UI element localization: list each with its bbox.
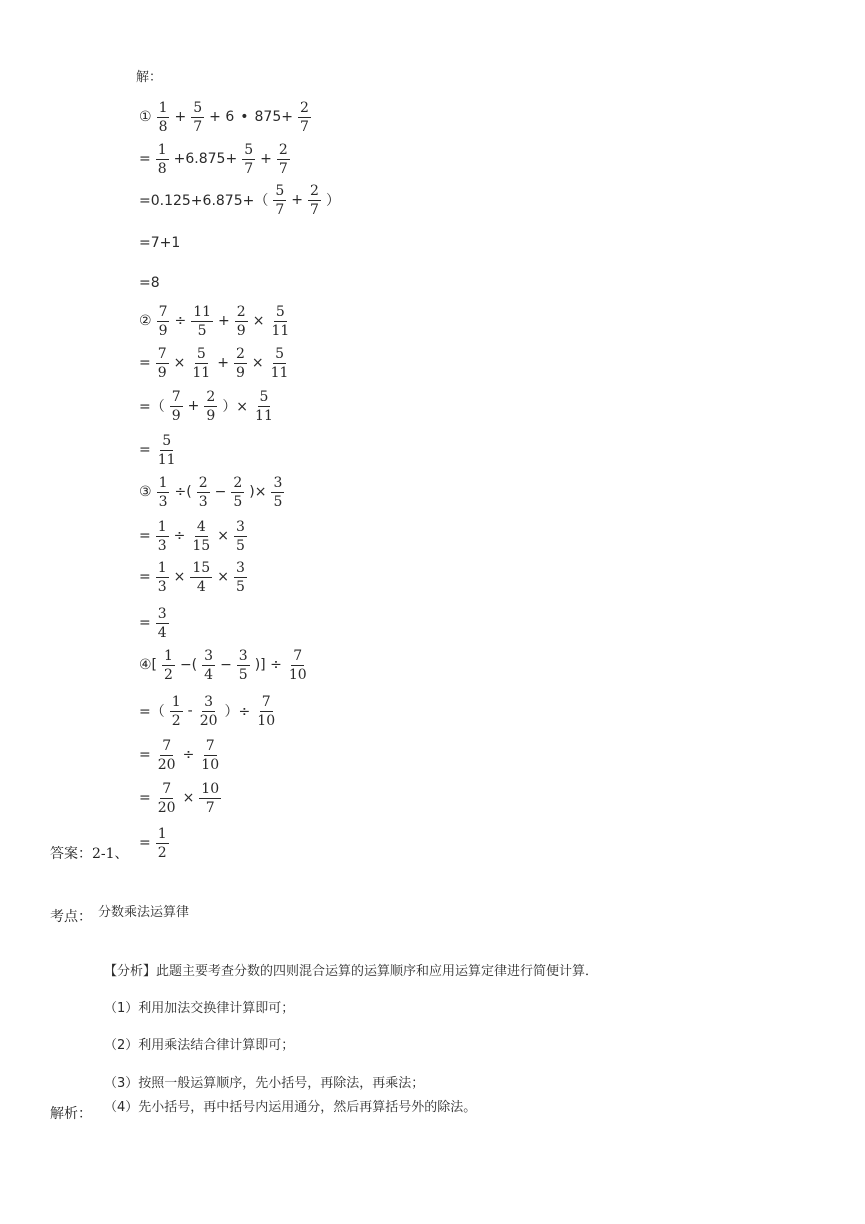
fraction-numerator: 5 (193, 99, 203, 116)
math-text: −( (179, 657, 198, 673)
answer-label: 答案：2-1、 (50, 846, 129, 862)
fraction-numerator: 3 (238, 647, 248, 664)
math-line-p1-s4 (136, 266, 163, 300)
fraction (156, 827, 169, 860)
jiexi-label: 解析： (50, 1106, 92, 1122)
math-text: = (139, 747, 151, 763)
math-text: ④[ (139, 657, 158, 673)
fraction (156, 607, 169, 640)
fraction (191, 101, 204, 134)
math-line-p2-q (136, 304, 293, 338)
math-text: =7+1 (139, 235, 181, 251)
fraction-denominator: 11 (192, 364, 211, 381)
fraction-numerator: 5 (259, 388, 269, 405)
fraction (197, 476, 210, 509)
fraction-numerator: 2 (198, 474, 208, 491)
math-text: × (252, 313, 265, 329)
math-text: × (217, 569, 229, 585)
fraction-numerator: 5 (196, 345, 206, 362)
math-text: +6.875+ (173, 151, 238, 167)
fraction-denominator: 20 (157, 799, 176, 816)
fraction-numerator: 4 (196, 518, 206, 535)
fraction (277, 143, 290, 176)
math-text: ÷ (174, 313, 187, 329)
fraction-denominator: 11 (271, 322, 290, 339)
math-text: × (182, 790, 195, 806)
math-text: + (174, 109, 187, 125)
math-line-p1-s3 (136, 226, 183, 260)
fraction-numerator: 3 (235, 518, 245, 535)
fraction-numerator: 7 (157, 345, 167, 362)
fraction-denominator: 9 (171, 407, 181, 424)
fraction (202, 649, 215, 682)
math-text: + 6 (209, 109, 235, 125)
fraction-numerator: 2 (278, 141, 288, 158)
fraction (190, 347, 212, 380)
math-text: ）÷ (224, 704, 251, 720)
fraction-numerator: 2 (236, 303, 246, 320)
fraction-denominator: 4 (157, 624, 167, 641)
fraction-denominator: 2 (157, 844, 167, 861)
fraction (157, 305, 170, 338)
math-text: ① (139, 109, 152, 125)
fraction-numerator: 3 (273, 474, 283, 491)
math-text: + (291, 192, 304, 208)
fraction (298, 101, 311, 134)
fraction-numerator: 5 (275, 345, 284, 362)
fraction (157, 101, 170, 134)
math-text: - (187, 703, 193, 719)
fraction-numerator: 5 (275, 303, 285, 320)
math-text: =0.125+6.875+（ (139, 193, 269, 209)
fraction (273, 184, 286, 217)
fraction-numerator: 1 (164, 647, 173, 664)
fraction-numerator: 15 (192, 559, 211, 576)
fraction (190, 561, 212, 594)
fraction-numerator: 7 (171, 388, 181, 405)
math-text: = (139, 615, 151, 631)
fraction (191, 305, 213, 338)
fraction-numerator: 7 (293, 647, 303, 664)
analysis-text: 【分析】此题主要考查分数的四则混合运算的运算顺序和应用运算定律进行简便计算． (104, 964, 599, 979)
math-text: = (139, 569, 151, 585)
math-line-p4-s2 (136, 738, 223, 772)
math-text: + (218, 313, 230, 329)
fraction-numerator: 1 (157, 825, 167, 842)
math-text: = (139, 835, 151, 851)
math-line-p3-s2 (136, 560, 249, 594)
fraction-numerator: 5 (162, 432, 172, 449)
fraction-denominator: 11 (270, 364, 289, 381)
fraction-denominator: 20 (157, 756, 176, 773)
math-text: ） (325, 193, 340, 209)
math-text: ÷( (174, 484, 192, 500)
kaodian-text: 分数乘法运算律 (98, 905, 190, 920)
fraction-denominator: 2 (164, 666, 173, 683)
fraction-denominator: 7 (193, 118, 203, 135)
fraction (199, 782, 221, 815)
math-text: =8 (139, 275, 160, 291)
fraction-denominator: 5 (235, 537, 245, 554)
math-line-p2-s1 (136, 346, 292, 380)
math-line-p2-s2 (136, 389, 277, 423)
fraction (170, 390, 183, 423)
fraction-denominator: 3 (157, 537, 167, 554)
fraction (269, 305, 291, 338)
kaodian-label: 考点： (50, 909, 92, 925)
fraction (242, 143, 255, 176)
math-text: × (251, 355, 264, 371)
math-line-p4-s4 (136, 826, 171, 860)
point-2: （2）利用乘法结合律计算即可； (104, 1038, 295, 1053)
fraction-numerator: 10 (201, 780, 220, 797)
fraction (156, 434, 178, 467)
fraction (199, 739, 221, 772)
fraction-denominator: 10 (288, 666, 307, 683)
fraction-numerator: 1 (158, 474, 168, 491)
math-text: × (173, 355, 186, 371)
fraction-denominator: 5 (235, 578, 245, 595)
fraction-denominator: 10 (201, 756, 220, 773)
fraction-denominator: 11 (157, 451, 176, 468)
math-text: ÷ (182, 747, 195, 763)
fraction-denominator: 7 (205, 799, 215, 816)
fraction-numerator: 11 (193, 303, 212, 320)
fraction-denominator: 9 (206, 407, 216, 424)
fraction-denominator: 3 (198, 493, 208, 510)
math-text: ② (139, 313, 152, 329)
fraction-denominator: 7 (275, 201, 285, 218)
fraction-numerator: 7 (162, 780, 172, 797)
fraction-numerator: 7 (261, 693, 271, 710)
fraction-numerator: 2 (206, 388, 216, 405)
math-text: ③ (139, 484, 152, 500)
fraction-numerator: 3 (157, 605, 167, 622)
fraction-numerator: 7 (162, 737, 172, 754)
fraction-numerator: 3 (235, 559, 245, 576)
solution-header: 解： (136, 70, 163, 85)
fraction (271, 476, 284, 509)
fraction (231, 476, 244, 509)
fraction (156, 782, 178, 815)
math-text: ）× (222, 399, 249, 415)
fraction (234, 347, 247, 380)
fraction-numerator: 3 (204, 647, 214, 664)
fraction-denominator: 15 (192, 537, 211, 554)
math-text: = (139, 790, 151, 806)
math-text: = (139, 528, 151, 544)
math-line-p2-s3 (136, 433, 180, 467)
fraction (170, 695, 183, 728)
fraction-denominator: 9 (236, 322, 246, 339)
math-text: + (187, 398, 200, 414)
fraction-denominator: 7 (299, 118, 309, 135)
math-text: + (260, 151, 272, 167)
math-text: × (173, 569, 186, 585)
fraction-denominator: 9 (157, 364, 167, 381)
math-line-p4-q (136, 648, 311, 682)
fraction (204, 390, 217, 423)
math-text: 875+ (254, 109, 293, 125)
fraction-numerator: 1 (157, 141, 167, 158)
fraction (156, 520, 169, 553)
fraction-denominator: 10 (257, 712, 276, 729)
fraction (156, 143, 169, 176)
fraction-denominator: 20 (199, 712, 218, 729)
math-text: )] ÷ (254, 657, 282, 673)
fraction (235, 305, 248, 338)
fraction-numerator: 7 (158, 303, 168, 320)
fraction (234, 520, 247, 553)
math-text: • (240, 109, 249, 125)
fraction-numerator: 2 (233, 474, 243, 491)
fraction-denominator: 3 (157, 578, 167, 595)
math-line-p4-s1 (136, 694, 279, 728)
fraction-denominator: 8 (158, 118, 168, 135)
fraction (308, 184, 321, 217)
math-text: ÷ (173, 528, 186, 544)
fraction-denominator: 11 (255, 407, 273, 424)
math-text: =（ (139, 704, 165, 720)
fraction-denominator: 9 (158, 322, 168, 339)
fraction (237, 649, 250, 682)
fraction-denominator: 7 (244, 160, 254, 177)
fraction-numerator: 1 (157, 559, 167, 576)
math-line-p4-s3 (136, 781, 223, 815)
fraction-denominator: 7 (278, 160, 288, 177)
math-text: = (139, 355, 151, 371)
fraction (253, 390, 275, 423)
fraction-denominator: 4 (196, 578, 206, 595)
math-text: − (220, 657, 232, 673)
fraction-numerator: 7 (205, 737, 215, 754)
math-line-p1-s1 (136, 142, 292, 176)
fraction (156, 739, 178, 772)
fraction-denominator: 4 (204, 666, 214, 683)
fraction (234, 561, 247, 594)
fraction-numerator: 5 (244, 141, 254, 158)
fraction-denominator: 5 (233, 493, 243, 510)
fraction (190, 520, 212, 553)
fraction-numerator: 1 (158, 99, 168, 116)
fraction (156, 561, 169, 594)
math-text: =（ (139, 399, 165, 415)
fraction-numerator: 2 (235, 345, 245, 362)
fraction-denominator: 5 (197, 322, 207, 339)
fraction-numerator: 5 (275, 182, 285, 199)
fraction (157, 476, 170, 509)
math-line-p3-q (136, 475, 286, 509)
fraction (198, 695, 220, 728)
fraction-numerator: 2 (299, 99, 309, 116)
math-text: = (139, 442, 151, 458)
fraction-denominator: 3 (158, 493, 168, 510)
fraction-denominator: 5 (273, 493, 283, 510)
fraction-numerator: 1 (157, 518, 167, 535)
fraction-denominator: 2 (171, 712, 181, 729)
math-text: × (217, 528, 229, 544)
math-text: + (217, 355, 229, 371)
math-text: )× (249, 484, 267, 500)
fraction-denominator: 9 (235, 364, 245, 381)
fraction-denominator: 7 (310, 201, 319, 218)
math-text: = (139, 151, 151, 167)
fraction (255, 695, 277, 728)
fraction (287, 649, 309, 682)
math-line-p1-q (136, 100, 313, 134)
math-line-p1-s2 (136, 183, 343, 217)
point-1: （1）利用加法交换律计算即可； (104, 1001, 295, 1016)
point-3: （3）按照一般运算顺序，先小括号，再除法，再乘法； (104, 1076, 425, 1091)
point-4: （4）先小括号，再中括号内运用通分，然后再算括号外的除法。 (104, 1100, 477, 1115)
math-line-p3-s3 (136, 606, 171, 640)
math-text: − (214, 484, 227, 500)
fraction-numerator: 2 (310, 182, 319, 199)
math-line-p3-s1 (136, 519, 249, 553)
fraction-numerator: 1 (171, 693, 181, 710)
fraction-denominator: 5 (238, 666, 248, 683)
fraction-denominator: 8 (157, 160, 167, 177)
fraction (156, 347, 169, 380)
fraction (269, 347, 291, 380)
fraction (162, 649, 175, 682)
fraction-numerator: 3 (204, 693, 214, 710)
